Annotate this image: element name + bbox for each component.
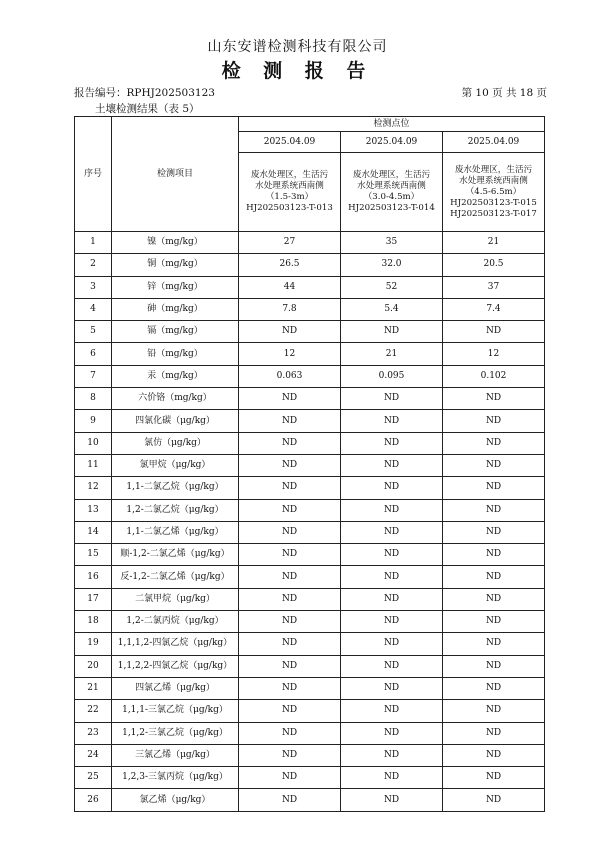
row-value: ND	[239, 388, 341, 410]
row-serial: 2	[75, 254, 112, 276]
row-value: ND	[443, 477, 545, 499]
table-row	[75, 388, 545, 410]
row-value: 0.102	[443, 365, 545, 387]
row-item: 汞（mg/kg）	[112, 365, 239, 387]
row-value: ND	[341, 521, 443, 543]
page-info: 第 10 页 共 18 页	[461, 87, 547, 99]
row-value: 26.5	[239, 254, 341, 276]
table-row	[75, 722, 545, 744]
header-points: 检测点位	[239, 117, 545, 132]
row-value: ND	[341, 454, 443, 476]
location-line: HJ202503123-T-013	[246, 203, 333, 213]
table-row	[75, 566, 545, 588]
row-value: ND	[443, 722, 545, 744]
row-item: 1,1-二氯乙烯（μg/kg）	[112, 521, 239, 543]
table-row	[75, 700, 545, 722]
row-serial: 16	[75, 566, 112, 588]
header-item: 检测项目	[112, 117, 239, 232]
location-line: 水处理系统西南侧	[357, 181, 426, 191]
row-value: ND	[443, 655, 545, 677]
row-serial: 20	[75, 655, 112, 677]
row-value: 32.0	[341, 254, 443, 276]
row-value: 12	[239, 343, 341, 365]
row-serial: 3	[75, 276, 112, 298]
table-row	[75, 232, 545, 254]
row-value: ND	[239, 789, 341, 811]
row-value: 35	[341, 232, 443, 254]
row-value: ND	[443, 700, 545, 722]
table-row	[75, 789, 545, 811]
row-value: ND	[443, 321, 545, 343]
row-value: ND	[341, 789, 443, 811]
table-row	[75, 588, 545, 610]
row-serial: 22	[75, 700, 112, 722]
row-value: 5.4	[341, 298, 443, 320]
company-name: 山东安谱检测科技有限公司	[207, 39, 388, 55]
row-item: 铜（mg/kg）	[112, 254, 239, 276]
row-value: 27	[239, 232, 341, 254]
row-value: ND	[239, 521, 341, 543]
table-row	[75, 655, 545, 677]
row-value: ND	[341, 655, 443, 677]
row-value: ND	[239, 410, 341, 432]
location-line: 废水处理区，生活污	[250, 170, 329, 180]
table-row	[75, 744, 545, 766]
row-value: ND	[341, 388, 443, 410]
table-row	[75, 454, 545, 476]
row-serial: 7	[75, 365, 112, 387]
row-value: ND	[341, 633, 443, 655]
row-value: 21	[443, 232, 545, 254]
row-item: 氯仿（μg/kg）	[112, 432, 239, 454]
header-date: 2025.04.09	[443, 132, 545, 153]
table-row	[75, 521, 545, 543]
row-value: 0.063	[239, 365, 341, 387]
row-value: ND	[443, 566, 545, 588]
row-value: ND	[341, 744, 443, 766]
header-date: 2025.04.09	[341, 132, 443, 153]
table-row	[75, 499, 545, 521]
header-serial: 序号	[75, 117, 112, 232]
row-value: ND	[239, 588, 341, 610]
row-item: 1,1-二氯乙烷（μg/kg）	[112, 477, 239, 499]
row-serial: 14	[75, 521, 112, 543]
row-value: ND	[239, 633, 341, 655]
row-item: 1,2,3-三氯丙烷（μg/kg）	[112, 767, 239, 789]
row-value: ND	[443, 499, 545, 521]
table-row	[75, 633, 545, 655]
row-value: ND	[443, 388, 545, 410]
row-serial: 4	[75, 298, 112, 320]
row-item: 氯乙烯（μg/kg）	[112, 789, 239, 811]
table-row	[75, 611, 545, 633]
row-serial: 10	[75, 432, 112, 454]
row-item: 二氯甲烷（μg/kg）	[112, 588, 239, 610]
row-value: ND	[341, 410, 443, 432]
report-title: 检 测 报 告	[221, 60, 374, 82]
row-value: ND	[239, 744, 341, 766]
row-value: 0.095	[341, 365, 443, 387]
row-value: ND	[443, 611, 545, 633]
row-value: ND	[443, 633, 545, 655]
table-row	[75, 767, 545, 789]
table-row	[75, 298, 545, 320]
row-value: 52	[341, 276, 443, 298]
row-item: 锌（mg/kg）	[112, 276, 239, 298]
row-value: 20.5	[443, 254, 545, 276]
row-item: 铅（mg/kg）	[112, 343, 239, 365]
row-value: 7.8	[239, 298, 341, 320]
location-line: （3.0-4.5m）	[363, 192, 420, 202]
row-value: ND	[239, 321, 341, 343]
row-value: ND	[443, 767, 545, 789]
table-row	[75, 343, 545, 365]
header-date: 2025.04.09	[239, 132, 341, 153]
row-value: ND	[443, 588, 545, 610]
row-serial: 9	[75, 410, 112, 432]
row-item: 1,1,2,2-四氯乙烷（μg/kg）	[112, 655, 239, 677]
row-value: ND	[239, 677, 341, 699]
row-value: ND	[239, 566, 341, 588]
table-row	[75, 477, 545, 499]
row-value: 7.4	[443, 298, 545, 320]
location-line: 水处理系统西南侧	[255, 181, 324, 191]
row-value: ND	[341, 611, 443, 633]
row-value: ND	[341, 700, 443, 722]
location-line: 废水处理区，生活污	[352, 170, 431, 180]
row-value: ND	[341, 767, 443, 789]
row-item: 1,1,2-三氯乙烷（μg/kg）	[112, 722, 239, 744]
row-value: ND	[341, 722, 443, 744]
row-item: 六价铬（mg/kg）	[112, 388, 239, 410]
row-serial: 6	[75, 343, 112, 365]
row-value: ND	[239, 544, 341, 566]
header-location	[239, 153, 341, 232]
location-line: HJ202503123-T-014	[348, 203, 435, 213]
row-item: 氯甲烷（μg/kg）	[112, 454, 239, 476]
table-row	[75, 410, 545, 432]
row-value: ND	[443, 521, 545, 543]
row-item: 1,1,1,2-四氯乙烷（μg/kg）	[112, 633, 239, 655]
table-row	[75, 544, 545, 566]
row-serial: 13	[75, 499, 112, 521]
row-item: 四氯乙烯（μg/kg）	[112, 677, 239, 699]
report-number: 报告编号：RPHJ202503123	[74, 87, 215, 99]
row-serial: 25	[75, 767, 112, 789]
row-serial: 23	[75, 722, 112, 744]
row-value: ND	[239, 477, 341, 499]
table-row	[75, 321, 545, 343]
row-serial: 8	[75, 388, 112, 410]
row-value: ND	[443, 410, 545, 432]
table-row	[75, 276, 545, 298]
row-serial: 24	[75, 744, 112, 766]
row-value: 21	[341, 343, 443, 365]
row-value: ND	[443, 432, 545, 454]
row-value: ND	[239, 499, 341, 521]
row-value: ND	[443, 789, 545, 811]
row-value: ND	[341, 544, 443, 566]
row-serial: 18	[75, 611, 112, 633]
location-line: （4.5-6.5m）	[465, 186, 522, 197]
row-value: ND	[239, 722, 341, 744]
row-serial: 11	[75, 454, 112, 476]
location-line: （1.5-3m）	[265, 192, 314, 202]
location-line: HJ202503123-T-015	[450, 197, 537, 208]
row-serial: 12	[75, 477, 112, 499]
row-serial: 21	[75, 677, 112, 699]
row-value: ND	[443, 544, 545, 566]
header-location	[443, 153, 545, 232]
row-value: ND	[341, 432, 443, 454]
row-value: ND	[443, 677, 545, 699]
row-value: ND	[239, 611, 341, 633]
location-line: 水处理系统西南侧	[459, 175, 528, 186]
row-item: 三氯乙烯（μg/kg）	[112, 744, 239, 766]
row-value: ND	[443, 744, 545, 766]
location-line: HJ202503123-T-017	[450, 208, 537, 219]
row-item: 1,2-二氯乙烷（μg/kg）	[112, 499, 239, 521]
results-table	[74, 116, 545, 812]
row-serial: 26	[75, 789, 112, 811]
row-value: ND	[341, 588, 443, 610]
header-location	[341, 153, 443, 232]
row-value: 37	[443, 276, 545, 298]
table-title: 土壤检测结果（表 5）	[95, 103, 200, 115]
row-serial: 17	[75, 588, 112, 610]
row-value: ND	[239, 655, 341, 677]
row-item: 顺-1,2-二氯乙烯（μg/kg）	[112, 544, 239, 566]
row-serial: 19	[75, 633, 112, 655]
row-serial: 15	[75, 544, 112, 566]
row-value: ND	[341, 677, 443, 699]
row-value: ND	[239, 767, 341, 789]
row-value: ND	[443, 454, 545, 476]
row-value: ND	[341, 477, 443, 499]
table-row	[75, 677, 545, 699]
row-value: ND	[341, 566, 443, 588]
row-value: ND	[239, 700, 341, 722]
row-item: 1,2-二氯丙烷（μg/kg）	[112, 611, 239, 633]
row-item: 镍（mg/kg）	[112, 232, 239, 254]
row-item: 四氯化碳（μg/kg）	[112, 410, 239, 432]
row-value: ND	[239, 454, 341, 476]
row-value: ND	[239, 432, 341, 454]
row-value: ND	[341, 321, 443, 343]
table-row	[75, 432, 545, 454]
row-item: 镉（mg/kg）	[112, 321, 239, 343]
table-row	[75, 365, 545, 387]
location-line: 废水处理区，生活污	[454, 164, 533, 175]
row-value: 44	[239, 276, 341, 298]
row-item: 1,1,1-三氯乙烷（μg/kg）	[112, 700, 239, 722]
row-item: 反-1,2-二氯乙烯（μg/kg）	[112, 566, 239, 588]
row-serial: 5	[75, 321, 112, 343]
row-value: 12	[443, 343, 545, 365]
row-value: ND	[341, 499, 443, 521]
row-serial: 1	[75, 232, 112, 254]
row-item: 砷（mg/kg）	[112, 298, 239, 320]
table-row	[75, 254, 545, 276]
